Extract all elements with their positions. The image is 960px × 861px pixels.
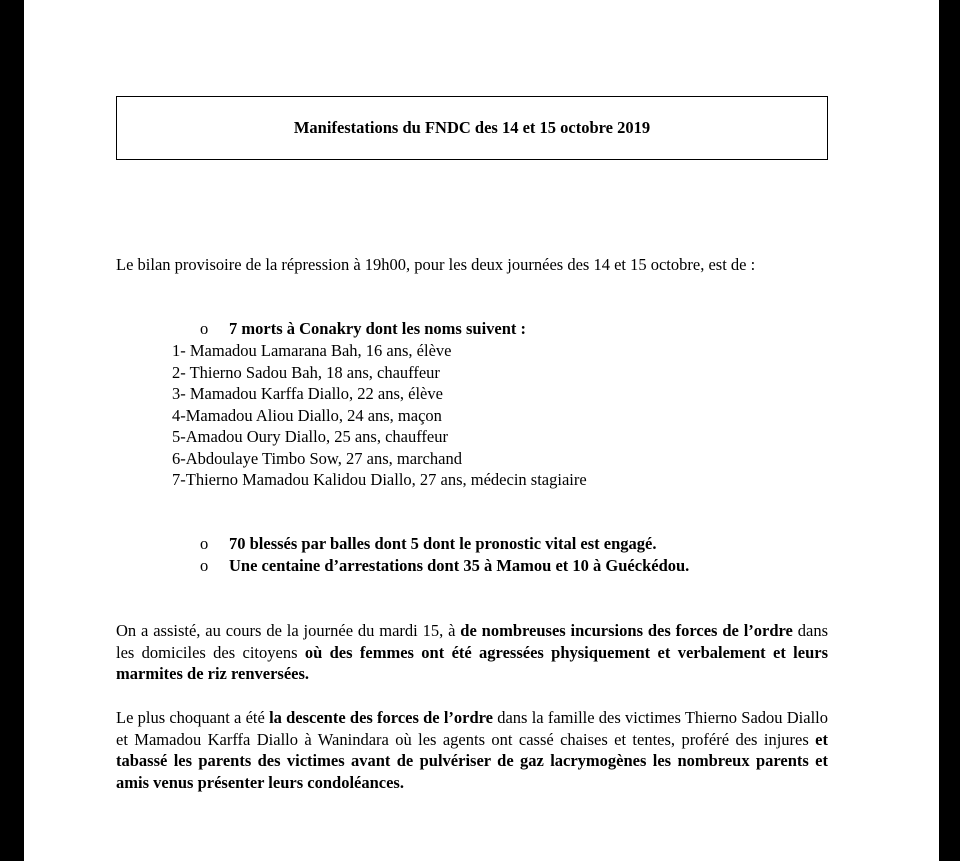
paragraph-bold-text: et tabassé les parents des victimes avant de pulvériser de gaz lacrymogènes les nombreux parents et amis venus présenter leurs condoléances. [116, 729, 828, 792]
title-box [116, 96, 828, 160]
arrests-text: Une centaine d’arrestations dont 35 à Mamou et 10 à Guéckédou. [229, 556, 690, 575]
bullet-circle-icon: o [200, 556, 209, 575]
bullet-circle-icon: o [200, 534, 209, 553]
incursions-paragraph [116, 620, 828, 685]
descent-paragraph [116, 707, 828, 793]
victims-list [172, 340, 587, 491]
injured-text: 70 blessés par balles dont 5 dont le pronostic vital est engagé. [229, 534, 657, 553]
list-item: 1- Mamadou Lamarana Bah, 16 ans, élève [172, 341, 452, 360]
arrests-bullet [200, 555, 689, 576]
paragraph-text: dans la famille des victimes Thierno Sadou Diallo et Mamadou Karffa Diallo à Wanindara où les agents ont cassé chaises et tentes, proféré des injures [116, 708, 828, 749]
list-item: 2- Thierno Sadou Bah, 18 ans, chauffeur [172, 362, 440, 382]
right-border [939, 0, 960, 861]
paragraph-bold-text: la descente des forces de l’ordre [269, 708, 494, 727]
document-title: Manifestations du FNDC des 14 et 15 octobre 2019 [293, 118, 651, 137]
injured-bullet [200, 533, 657, 554]
left-border [0, 0, 24, 861]
bullet-circle-icon: o [200, 319, 209, 338]
paragraph-text: On a assisté, au cours de la journée du mardi 15, à [116, 621, 461, 640]
document-page [24, 0, 939, 861]
list-item: 7-Thierno Mamadou Kalidou Diallo, 27 ans, médecin stagiaire [172, 470, 587, 489]
list-item: 5-Amadou Oury Diallo, 25 ans, chauffeur [172, 427, 448, 446]
paragraph-text: Le plus choquant a été [116, 708, 270, 727]
list-item: 4-Mamadou Aliou Diallo, 24 ans, maçon [172, 405, 442, 425]
list-item: 3- Mamadou Karffa Diallo, 22 ans, élève [172, 384, 443, 403]
deaths-bullet [200, 318, 526, 339]
paragraph-bold-text: où des femmes ont été agressées physiquement et verbalement et leurs marmites de riz renversées. [116, 642, 829, 683]
paragraph-text: dans les domiciles des citoyens [116, 621, 828, 662]
deaths-heading: 7 morts à Conakry dont les noms suivent : [229, 319, 527, 338]
list-item: 6-Abdoulaye Timbo Sow, 27 ans, marchand [172, 448, 462, 468]
intro-paragraph: Le bilan provisoire de la répression à 19h00, pour les deux journées des 14 et 15 octobre, est de : [116, 255, 756, 274]
paragraph-bold-text: de nombreuses incursions des forces de l’ordre [460, 621, 793, 640]
